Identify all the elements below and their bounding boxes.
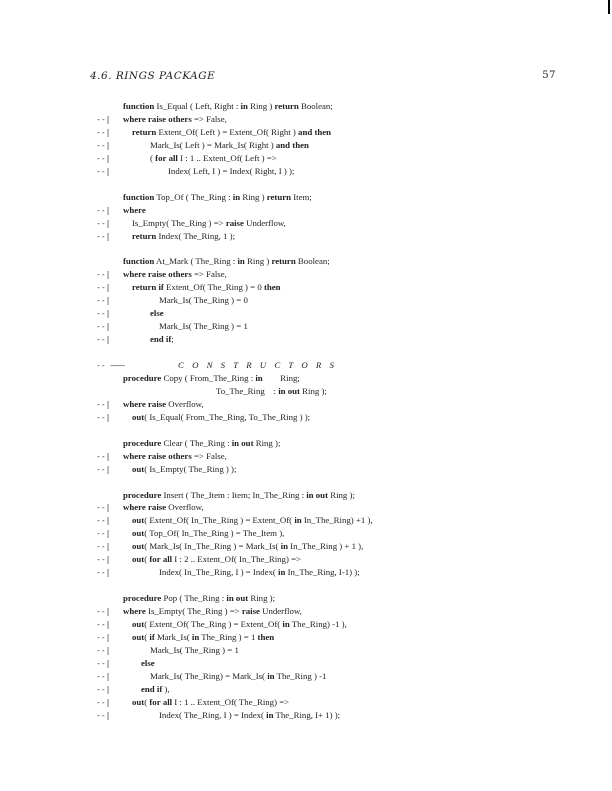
- code-text: where raise others => False,: [123, 269, 227, 280]
- code-line: [0, 255, 612, 268]
- code-line: [0, 579, 612, 592]
- comment-marker: --|: [96, 542, 111, 552]
- code-line: [0, 463, 612, 476]
- comment-marker: --|: [96, 607, 111, 617]
- code-text: procedure Insert ( The_Item : Item; In_The_Ring : in out Ring );: [123, 489, 355, 500]
- comment-marker: --|: [96, 645, 111, 655]
- section-heading: C O N S T R U C T O R S: [178, 360, 337, 370]
- code-text: Mark_Is( The_Ring ) = 1: [150, 644, 239, 655]
- code-line: [0, 592, 612, 605]
- page-number: 57: [542, 70, 556, 81]
- code-line: [0, 514, 612, 527]
- code-line: [0, 178, 612, 191]
- code-line: [0, 605, 612, 618]
- comment-marker: -- ———: [96, 361, 125, 370]
- code-line: [0, 126, 612, 139]
- code-line: [0, 320, 612, 333]
- code-text: Index( The_Ring, I ) = Index( in The_Ring, I+ 1) );: [159, 709, 341, 720]
- code-text: else: [150, 308, 164, 319]
- code-text: function Is_Equal ( Left, Right : in Ring ) return Boolean;: [123, 101, 333, 111]
- code-line: [0, 139, 612, 152]
- code-text: procedure Copy ( From_The_Ring : in Ring;: [123, 372, 300, 383]
- code-line: [0, 489, 612, 502]
- code-line: [0, 333, 612, 346]
- code-text: return Extent_Of( Left ) = Extent_Of( Right ) and then: [132, 126, 332, 137]
- code-text: where raise Overflow,: [123, 502, 204, 513]
- code-text: Index( Left, I ) = Index( Right, I ) );: [168, 165, 295, 176]
- code-line: [0, 372, 612, 385]
- code-line: [0, 307, 612, 320]
- code-line: [0, 631, 612, 644]
- comment-marker: --|: [96, 451, 111, 461]
- code-line: [0, 113, 612, 126]
- comment-marker: --|: [96, 697, 111, 707]
- code-text: function Top_Of ( The_Ring : in Ring ) return Item;: [123, 191, 312, 202]
- code-text: out( if Mark_Is( in The_Ring ) = 1 then: [132, 631, 275, 642]
- code-text: ( for all I : 1 .. Extent_Of( Left ) =>: [150, 152, 277, 163]
- code-text: Mark_Is( Left ) = Mark_Is( Right ) and then: [150, 139, 309, 150]
- code-line: [0, 696, 612, 709]
- scan-margin-mark: [608, 0, 610, 14]
- code-line: [0, 398, 612, 411]
- code-text: function At_Mark ( The_Ring : in Ring ) return Boolean;: [123, 256, 330, 267]
- code-text: else: [141, 657, 155, 668]
- code-line: [0, 100, 612, 113]
- comment-marker: --|: [96, 412, 111, 422]
- code-text: out( Extent_Of( In_The_Ring ) = Extent_Of( in In_The_Ring) +1 ),: [132, 515, 373, 526]
- comment-marker: --|: [96, 620, 111, 629]
- code-line: [0, 644, 612, 657]
- comment-marker: --|: [96, 153, 111, 163]
- code-line: [0, 385, 612, 398]
- comment-marker: --|: [96, 231, 111, 241]
- comment-marker: --|: [96, 464, 111, 474]
- code-line: [0, 553, 612, 566]
- code-text: where raise Overflow,: [123, 398, 204, 409]
- code-line: [0, 204, 612, 217]
- comment-marker: --|: [96, 322, 111, 332]
- comment-marker: --|: [96, 568, 111, 578]
- code-text: Mark_Is( The_Ring) = Mark_Is( in The_Ring ) -1: [150, 670, 327, 681]
- comment-marker: --|: [96, 529, 111, 539]
- code-line: [0, 683, 612, 696]
- code-text: Mark_Is( The_Ring ) = 0: [159, 295, 248, 306]
- code-text: out( Is_Equal( From_The_Ring, To_The_Ring ) );: [132, 411, 311, 422]
- comment-marker: --|: [96, 205, 111, 215]
- code-line: [0, 540, 612, 553]
- code-text: end if ),: [141, 683, 170, 694]
- comment-marker: --|: [96, 710, 111, 720]
- code-text: Mark_Is( The_Ring ) = 1: [159, 321, 248, 332]
- code-line: [0, 437, 612, 450]
- comment-marker: --|: [96, 296, 111, 306]
- comment-marker: --|: [96, 516, 111, 526]
- code-text: out( Mark_Is( In_The_Ring ) = Mark_Is( in In_The_Ring ) + 1 ),: [132, 541, 364, 552]
- comment-marker: --|: [96, 671, 111, 681]
- code-line: [0, 191, 612, 204]
- code-text: where: [123, 204, 146, 215]
- comment-marker: --|: [96, 399, 111, 409]
- code-line: [0, 657, 612, 670]
- code-line: [0, 152, 612, 165]
- code-text: To_The_Ring : in out Ring );: [216, 385, 327, 396]
- code-line: [0, 424, 612, 437]
- code-line: [0, 359, 612, 372]
- code-text: out( Extent_Of( The_Ring ) = Extent_Of( in The_Ring) -1 ),: [132, 619, 347, 629]
- code-text: Is_Empty( The_Ring ) => raise Underflow,: [132, 217, 286, 228]
- comment-marker: --|: [96, 555, 111, 565]
- code-line: [0, 566, 612, 579]
- code-text: out( Is_Empty( The_Ring ) );: [132, 463, 237, 474]
- comment-marker: --|: [96, 658, 111, 668]
- code-text: out( Top_Of( In_The_Ring ) = The_Item ),: [132, 528, 285, 539]
- code-line: [0, 281, 612, 294]
- code-line: [0, 294, 612, 307]
- comment-marker: --|: [96, 283, 111, 293]
- comment-marker: --|: [96, 309, 111, 319]
- code-line: [0, 618, 612, 631]
- comment-marker: --|: [96, 166, 111, 176]
- comment-marker: --|: [96, 218, 111, 228]
- code-line: [0, 670, 612, 683]
- comment-marker: --|: [96, 270, 111, 280]
- code-text: end if;: [150, 334, 174, 345]
- code-line: [0, 411, 612, 424]
- comment-marker: --|: [96, 684, 111, 694]
- comment-marker: --|: [96, 503, 111, 513]
- code-line: [0, 501, 612, 514]
- comment-marker: --|: [96, 632, 111, 642]
- code-text: return if Extent_Of( The_Ring ) = 0 then: [132, 282, 281, 293]
- code-text: where raise others => False,: [123, 450, 227, 461]
- code-text: where Is_Empty( The_Ring ) => raise Underflow,: [123, 606, 302, 617]
- code-line: [0, 242, 612, 255]
- code-text: out( for all I : 2 .. Extent_Of( In_The_Ring) =>: [132, 554, 302, 565]
- code-line: [0, 476, 612, 489]
- comment-marker: --|: [96, 127, 111, 137]
- code-text: Index( In_The_Ring, I ) = Index( in In_The_Ring, I-1) );: [159, 567, 360, 578]
- code-line: [0, 527, 612, 540]
- code-line: [0, 268, 612, 281]
- code-line: [0, 346, 612, 359]
- code-text: out( for all I : 1 .. Extent_Of( The_Ring) =>: [132, 696, 290, 707]
- code-text: return Index( The_Ring, 1 );: [132, 230, 236, 241]
- code-text: procedure Clear ( The_Ring : in out Ring );: [123, 437, 281, 448]
- section-title: 4.6. RINGS PACKAGE: [90, 70, 216, 82]
- code-line: [0, 217, 612, 230]
- code-text: where raise others => False,: [123, 113, 227, 124]
- code-line: [0, 230, 612, 243]
- code-text: procedure Pop ( The_Ring : in out Ring );: [123, 593, 276, 604]
- code-line: [0, 709, 612, 722]
- comment-marker: --|: [96, 140, 111, 150]
- code-line: [0, 450, 612, 463]
- code-line: [0, 165, 612, 178]
- comment-marker: --|: [96, 114, 111, 124]
- comment-marker: --|: [96, 335, 111, 345]
